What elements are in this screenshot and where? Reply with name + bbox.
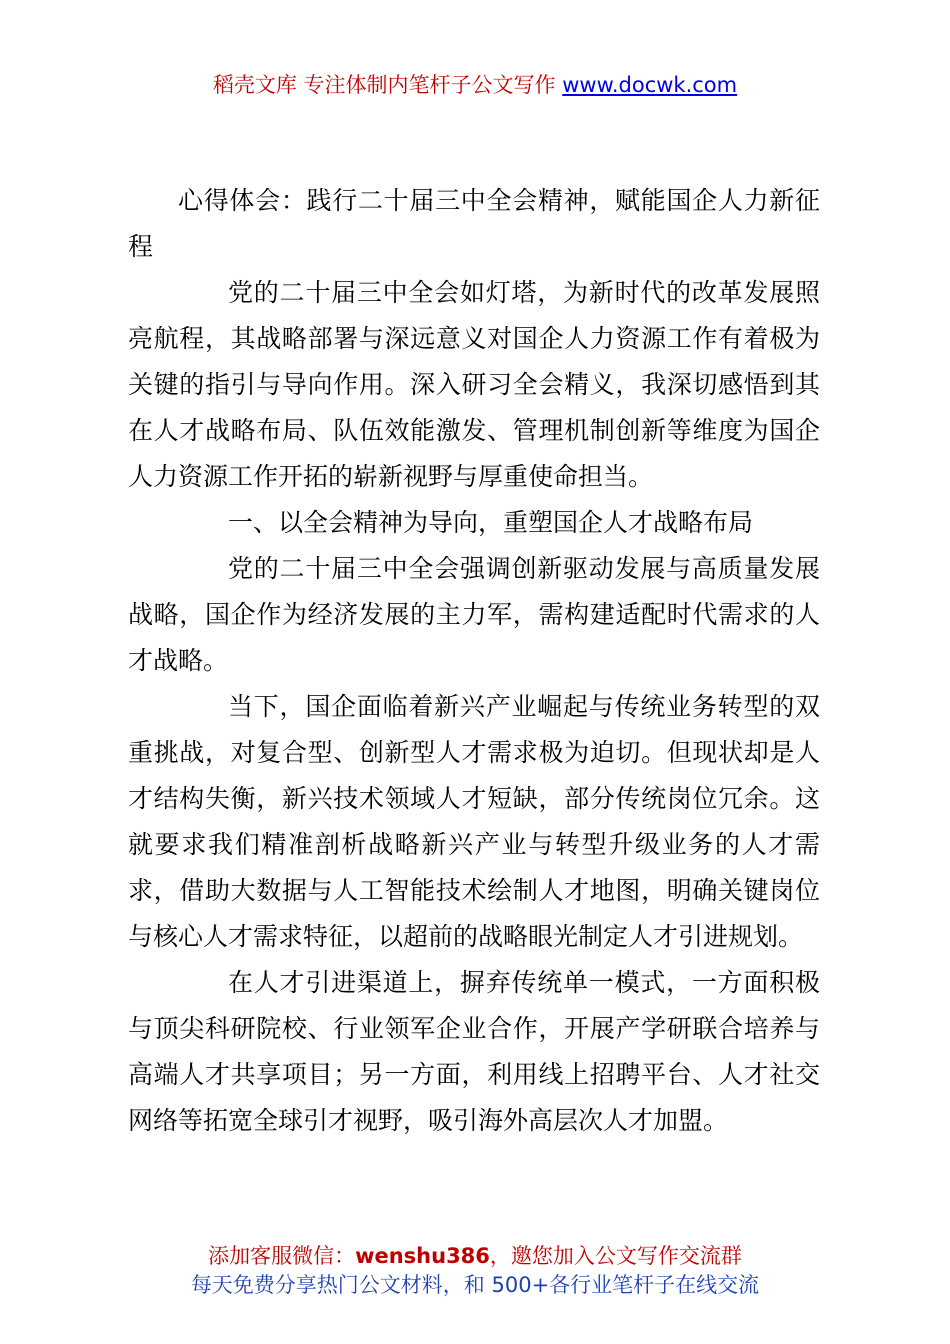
section-heading-1: 一、以全会精神为导向，重塑国企人才战略布局	[228, 508, 754, 537]
page-header	[0, 70, 950, 100]
paragraph-challenges: 当下，国企面临着新兴产业崛起与传统业务转型的双重挑战，对复合型、创新型人才需求极为迫切。但现状却是人才结构失衡，新兴技术领域人才短缺，部分传统岗位冗余。这就要求我们精准剖析战略新兴产业与转型升级业务的人才需求，借助大数据与人工智能技术绘制人才地图，明确关键岗位与核心人才需求特征，以超前的战略眼光制定人才引进规划。	[128, 692, 820, 951]
document-title: 心得体会：践行二十届三中全会精神，赋能国企人力新征程	[128, 186, 820, 261]
footer-promo-line: 每天免费分享热门公文材料，和 500+各行业笔杆子在线交流	[190, 1273, 760, 1297]
paragraph-strategy: 党的二十届三中全会强调创新驱动发展与高质量发展战略，国企作为经济发展的主力军，需构建适配时代需求的人才战略。	[128, 554, 820, 675]
header-brand-text: 稻壳文库 专注体制内笔杆子公文写作	[212, 73, 556, 97]
footer-contact-line	[0, 1241, 950, 1271]
paragraph-recruitment: 在人才引进渠道上，摒弃传统单一模式，一方面积极与顶尖科研院校、行业领军企业合作，开展产学研联合培养与高端人才共享项目；另一方面，利用线上招聘平台、人才社交网络等拓宽全球引才视野，吸引海外高层次人才加盟。	[128, 968, 820, 1135]
footer-prefix: 添加客服微信：	[208, 1244, 356, 1268]
paragraph-intro: 党的二十届三中全会如灯塔，为新时代的改革发展照亮航程，其战略部署与深远意义对国企人力资源工作有着极为关键的指引与导向作用。深入研习全会精义，我深切感悟到其在人才战略布局、队伍效能激发、管理机制创新等维度为国企人力资源工作开拓的崭新视野与厚重使命担当。	[128, 278, 820, 491]
document-body	[128, 178, 820, 1144]
footer-wechat-id: wenshu386	[355, 1244, 490, 1268]
footer-suffix: ，邀您加入公文写作交流群	[489, 1244, 742, 1268]
header-website-link[interactable]: www.docwk.com	[562, 73, 738, 97]
